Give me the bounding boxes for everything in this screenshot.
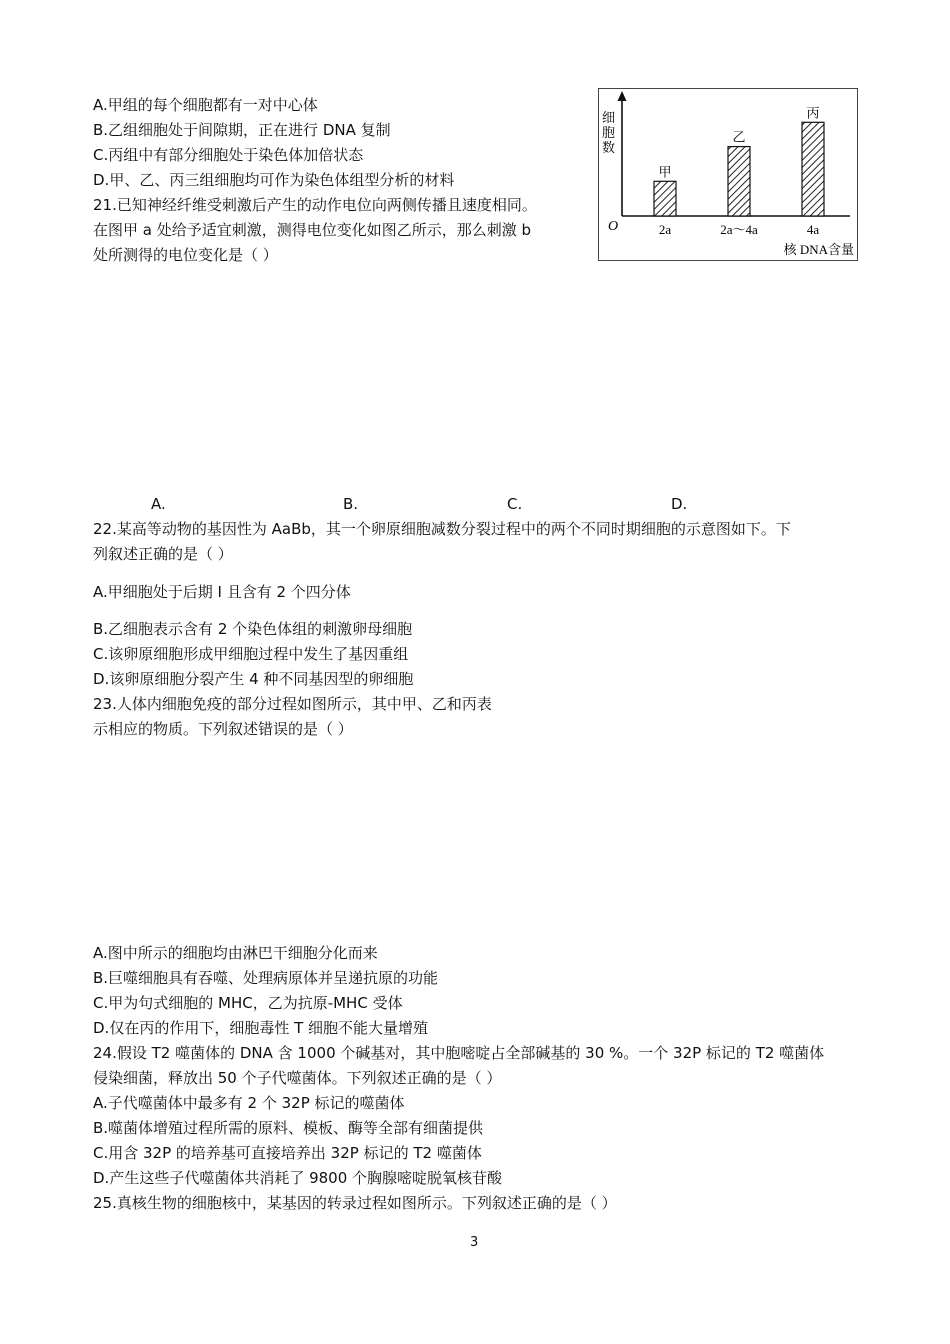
- q21-option-c: C.: [507, 495, 523, 513]
- q24-line-1: 24.假设 T2 噬菌体的 DNA 含 1000 个碱基对，其中胞嘧啶占全部碱基的 30 %。一个 32P 标记的 T2 噬菌体: [93, 1044, 825, 1062]
- bar-2: [728, 147, 750, 216]
- q21-option-a: A.: [151, 495, 166, 513]
- q20-option-c: C.丙组中有部分细胞处于染色体加倍状态: [93, 146, 364, 164]
- x-tick-label-1: 2a: [658, 222, 672, 237]
- bar-label-1: 甲: [658, 164, 672, 180]
- q22-option-c: C.该卵原细胞形成甲细胞过程中发生了基因重组: [93, 645, 409, 663]
- x-tick-label-2: 2a～4a: [720, 222, 758, 237]
- q24-option-b: B.噬菌体增殖过程所需的原料、模板、酶等全部有细菌提供: [93, 1119, 484, 1137]
- bar-3: [802, 122, 824, 216]
- x-axis-label: 核 DNA含量: [783, 242, 854, 257]
- origin-label: O: [608, 219, 619, 234]
- q24-option-d: D.产生这些子代噬菌体共消耗了 9800 个胸腺嘧啶脱氧核苷酸: [93, 1169, 503, 1187]
- q21-line-3: 处所测得的电位变化是（ ）: [93, 246, 278, 264]
- q23-option-b: B.巨噬细胞具有吞噬、处理病原体并呈递抗原的功能: [93, 969, 439, 987]
- q24-option-a: A.子代噬菌体中最多有 2 个 32P 标记的噬菌体: [93, 1094, 405, 1112]
- q24-option-c: C.用含 32P 的培养基可直接培养出 32P 标记的 T2 噬菌体: [93, 1144, 482, 1162]
- q25-line-1: 25.真核生物的细胞核中，某基因的转录过程如图所示。下列叙述正确的是（ ）: [93, 1194, 617, 1212]
- bar-label-2: 乙: [732, 129, 746, 145]
- bar-label-3: 丙: [806, 105, 820, 121]
- x-tick-label-3: 4a: [806, 222, 820, 237]
- q20-option-d: D.甲、乙、丙三组细胞均可作为染色体组型分析的材料: [93, 171, 455, 189]
- q22-option-a: A.甲细胞处于后期 Ⅰ 且含有 2 个四分体: [93, 583, 351, 601]
- q21-option-d: D.: [671, 495, 688, 513]
- q21-line-1: 21.已知神经纤维受刺激后产生的动作电位向两侧传播且速度相同。: [93, 196, 537, 214]
- dna-content-bar-chart: [598, 88, 858, 261]
- q23-line-1: 23.人体内细胞免疫的部分过程如图所示，其中甲、乙和丙表: [93, 695, 492, 713]
- bar-1: [654, 181, 676, 216]
- q22-option-b: B.乙细胞表示含有 2 个染色体组的刺激卵母细胞: [93, 620, 413, 638]
- q23-option-c: C.甲为句式细胞的 MHC，乙为抗原-MHC 受体: [93, 994, 403, 1012]
- q23-option-a: A.图中所示的细胞均由淋巴干细胞分化而来: [93, 944, 378, 962]
- q23-line-2: 示相应的物质。下列叙述错误的是（ ）: [93, 720, 353, 738]
- q22-line-1: 22.某高等动物的基因性为 AaBb，其一个卵原细胞减数分裂过程中的两个不同时期细胞的示意图如下。下: [93, 520, 791, 538]
- q21-option-b: B.: [343, 495, 359, 513]
- q24-line-2: 侵染细菌，释放出 50 个子代噬菌体。下列叙述正确的是（ ）: [93, 1069, 502, 1087]
- q22-line-2: 列叙述正确的是（ ）: [93, 545, 233, 563]
- q23-option-d: D.仅在丙的作用下，细胞毒性 T 细胞不能大量增殖: [93, 1019, 429, 1037]
- page-number: 3: [470, 1235, 479, 1250]
- y-axis-label: 细胞数: [602, 110, 616, 155]
- q20-option-b: B.乙组细胞处于间隙期，正在进行 DNA 复制: [93, 121, 391, 139]
- q20-option-a: A.甲组的每个细胞都有一对中心体: [93, 96, 318, 114]
- q21-line-2: 在图甲 a 处给予适宜刺激，测得电位变化如图乙所示，那么刺激 b: [93, 221, 532, 239]
- q22-option-d: D.该卵原细胞分裂产生 4 种不同基因型的卵细胞: [93, 670, 414, 688]
